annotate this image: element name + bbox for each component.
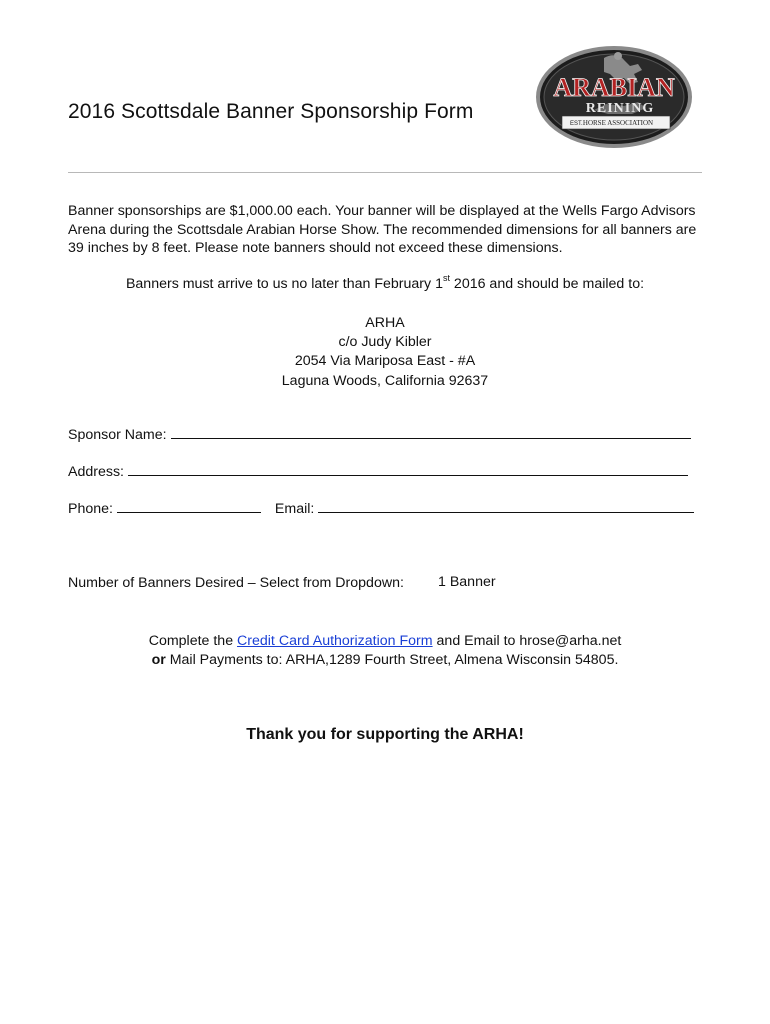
logo-main-word: ARABIAN (553, 73, 675, 102)
logo-ribbon-text: HORSE ASSOCIATION (582, 119, 654, 127)
page-title: 2016 Scottsdale Banner Sponsorship Form (68, 100, 474, 123)
address-row (68, 463, 688, 480)
address-line-care-of: c/o Judy Kibler (338, 334, 432, 351)
payment-instructions (68, 632, 702, 670)
thank-you-message: Thank you for supporting the ARHA! (246, 726, 524, 743)
sponsor-name-label: Sponsor Name: (68, 427, 167, 443)
email-field[interactable] (318, 500, 694, 513)
payment-or-label: or (151, 652, 166, 668)
arrival-text-after: 2016 and should be mailed to: (449, 276, 645, 292)
mailing-address (68, 314, 702, 391)
arrival-ordinal: st (442, 273, 450, 283)
payment-line-2 (68, 651, 702, 670)
banners-label: Number of Banners Desired – Select from Dropdown: (68, 575, 404, 591)
address-line-street: 2054 Via Mariposa East - #A (294, 353, 476, 370)
email-label: Email: (274, 501, 315, 517)
address-field[interactable] (128, 463, 688, 476)
address-line-org: ARHA (365, 315, 405, 331)
phone-field[interactable] (117, 500, 261, 513)
phone-email-row (68, 500, 694, 517)
logo-sub-word: REINING (585, 101, 655, 116)
arrival-deadline (68, 273, 702, 292)
logo-est-label: EST. (570, 121, 583, 127)
credit-card-form-link[interactable]: Credit Card Authorization Form (237, 633, 433, 649)
payment-line-1 (68, 632, 702, 651)
banner-count-dropdown[interactable]: 1 Banner (438, 574, 496, 590)
phone-label: Phone: (68, 501, 113, 517)
payment-mail-text: Mail Payments to: ARHA,1289 Fourth Street, Almena Wisconsin 54805. (165, 652, 619, 668)
address-line-city: Laguna Woods, California 92637 (281, 372, 489, 389)
payment-prefix: Complete the (148, 633, 238, 649)
arabian-reining-logo (534, 44, 694, 150)
header-divider (68, 172, 702, 173)
reining-horse-rider-logo-icon (534, 44, 694, 150)
sponsor-name-row (68, 426, 691, 443)
arrival-text-before: Banners must arrive to us no later than February 1 (125, 276, 443, 292)
address-label: Address: (68, 464, 124, 480)
payment-suffix: and Email to hrose@arha.net (432, 633, 622, 649)
sponsor-name-field[interactable] (171, 426, 691, 439)
intro-paragraph: Banner sponsorships are $1,000.00 each. Your banner will be displayed at the Wells Fargo Advisors Arena during the Scottsdale Arabian Horse Show. The recommended dimensions for all banners are 39 inches by 8 feet. Please note banners should not exceed these dimensions. (68, 203, 697, 257)
